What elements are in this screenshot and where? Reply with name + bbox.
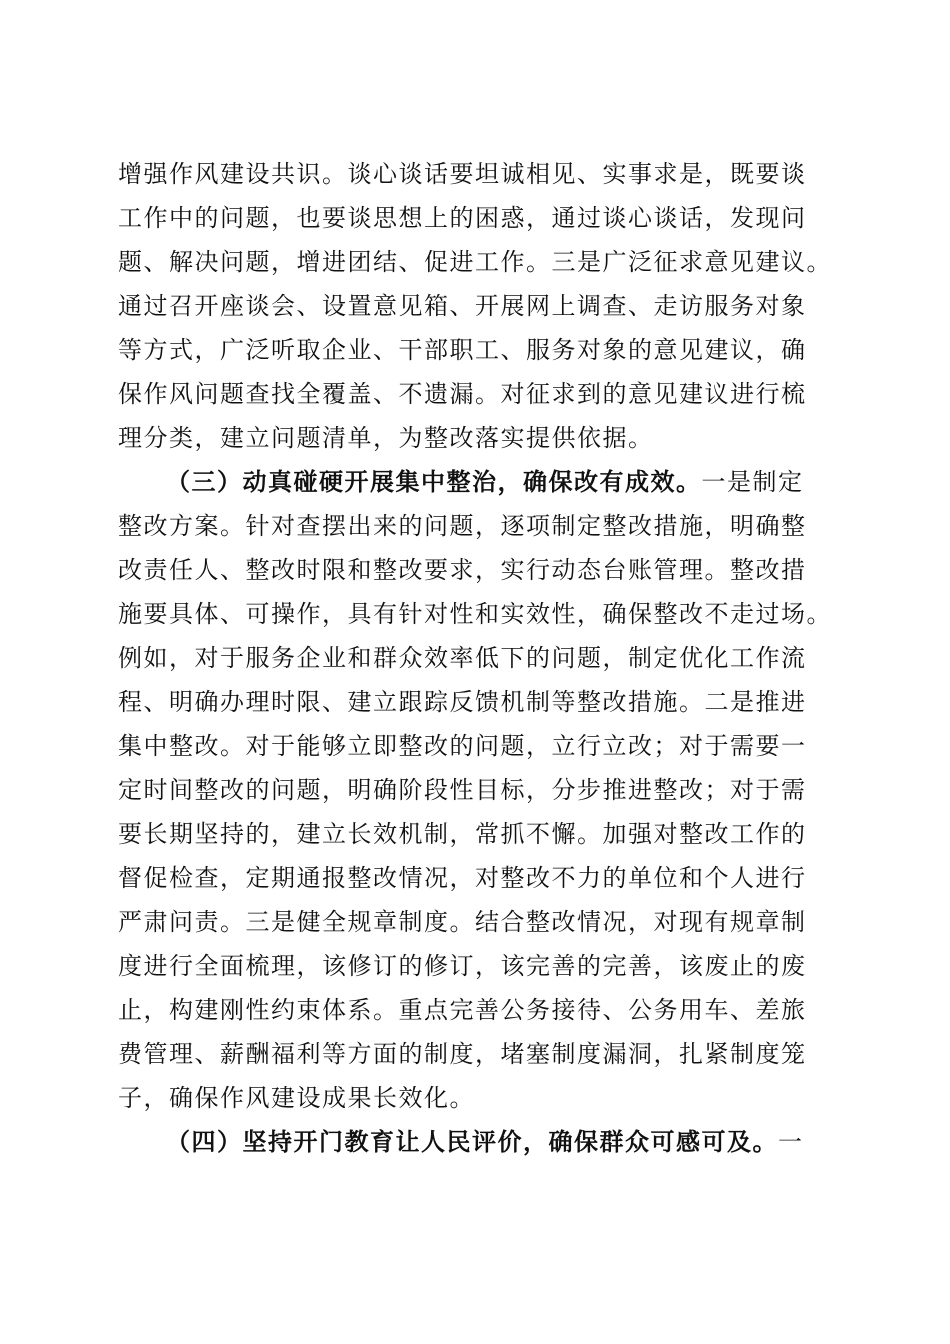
paragraph-line: 止，构建刚性约束体系。重点完善公务接待、公务用车、差旅 xyxy=(118,996,807,1024)
section-4-heading-line xyxy=(166,1120,804,1164)
paragraph-line: 题、解决问题，增进团结、促进工作。三是广泛征求意见建议。 xyxy=(118,248,832,276)
section-4-heading-tail: 一 xyxy=(778,1128,804,1156)
paragraph-line: 子，确保作风建设成果长效化。 xyxy=(118,1084,475,1112)
paragraph-line: 督促检查，定期通报整改情况，对整改不力的单位和个人进行 xyxy=(118,864,807,892)
paragraph-line: 集中整改。对于能够立即整改的问题，立行立改；对于需要一 xyxy=(118,732,807,760)
paragraph-line: 等方式，广泛听取企业、干部职工、服务对象的意见建议，确 xyxy=(118,336,807,364)
paragraph-line: 通过召开座谈会、设置意见箱、开展网上调查、走访服务对象 xyxy=(118,292,807,320)
paragraph-line: 整改方案。针对查摆出来的问题，逐项制定整改措施，明确整 xyxy=(118,512,807,540)
paragraph-line: 保作风问题查找全覆盖、不遗漏。对征求到的意见建议进行梳 xyxy=(118,380,807,408)
paragraph-line: 严肃问责。三是健全规章制度。结合整改情况，对现有规章制 xyxy=(118,908,807,936)
section-3-heading: （三）动真碰硬开展集中整治，确保改有成效。 xyxy=(166,467,702,496)
paragraph-line: 工作中的问题，也要谈思想上的困惑，通过谈心谈话，发现问 xyxy=(118,204,807,232)
paragraph-line: 施要具体、可操作，具有针对性和实效性，确保整改不走过场。 xyxy=(118,600,832,628)
paragraph-line: 理分类，建立问题清单，为整改落实提供依据。 xyxy=(118,424,654,452)
paragraph-line: 例如，对于服务企业和群众效率低下的问题，制定优化工作流 xyxy=(118,644,807,672)
paragraph-line: 要长期坚持的，建立长效机制，常抓不懈。加强对整改工作的 xyxy=(118,820,807,848)
paragraph-line: 增强作风建设共识。谈心谈话要坦诚相见、实事求是，既要谈 xyxy=(118,160,807,188)
section-3-heading-tail: 一是制定 xyxy=(701,468,804,496)
section-4-heading: （四）坚持开门教育让人民评价，确保群众可感可及。 xyxy=(166,1127,778,1156)
section-3-heading-line xyxy=(166,460,804,504)
paragraph-line: 改责任人、整改时限和整改要求，实行动态台账管理。整改措 xyxy=(118,556,807,584)
paragraph-line: 费管理、薪酬福利等方面的制度，堵塞制度漏洞，扎紧制度笼 xyxy=(118,1040,807,1068)
paragraph-line: 程、明确办理时限、建立跟踪反馈机制等整改措施。二是推进 xyxy=(118,688,807,716)
paragraph-line: 定时间整改的问题，明确阶段性目标，分步推进整改；对于需 xyxy=(118,776,807,804)
paragraph-line: 度进行全面梳理，该修订的修订，该完善的完善，该废止的废 xyxy=(118,952,807,980)
